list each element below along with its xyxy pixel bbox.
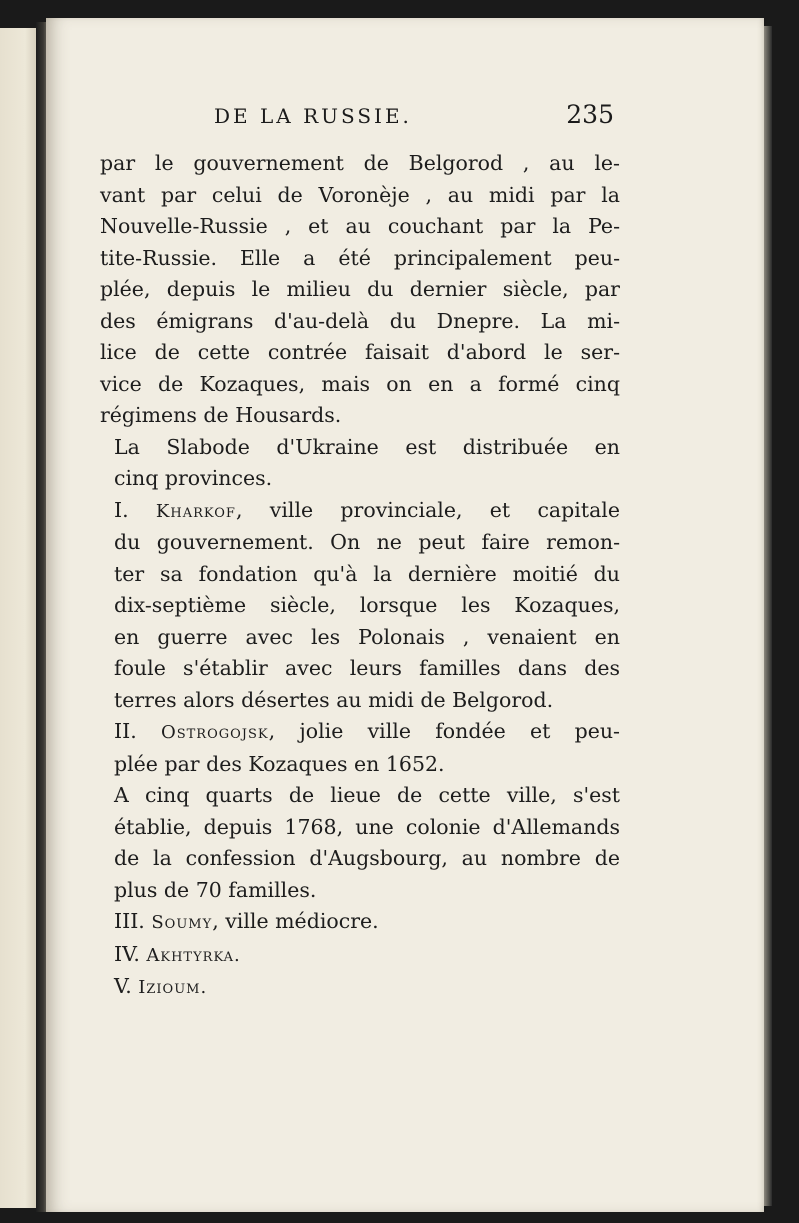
text-line: ter sa fondation qu'à la dernière moitié du	[114, 561, 620, 586]
item-numeral: I.	[114, 497, 129, 522]
paragraph-provinces	[100, 432, 620, 495]
item-numeral: III.	[114, 909, 145, 933]
item-numeral: IV.	[114, 941, 140, 966]
paragraph-population	[100, 148, 620, 432]
text-line: foule s'établir avec leurs familles dans des	[114, 656, 620, 680]
text-line: de la confession d'Augsbourg, au nombre de	[114, 846, 620, 870]
province-name: Soumy	[151, 912, 213, 933]
text-line: La Slabode d'Ukraine est distribuée en	[114, 434, 620, 459]
body-text	[100, 148, 620, 1004]
text-line	[100, 716, 620, 749]
text-line	[100, 495, 620, 528]
item-text: , ville provinciale, et capitale	[235, 497, 620, 522]
text-line: des émigrans d'au-delà du Dnepre. La mi-	[100, 308, 620, 333]
text-line: A cinq quarts de lieue de cette ville, s'est	[114, 783, 620, 807]
item-text: , ville médiocre.	[212, 909, 379, 933]
text-line: établie, depuis 1768, une colonie d'Allemands	[114, 814, 620, 839]
facing-page-edge	[0, 28, 36, 1208]
paragraph-colony	[100, 780, 620, 906]
text-line: tite-Russie. Elle a été principalement peu-	[100, 245, 620, 270]
province-name: Izioum.	[138, 977, 208, 998]
province-item-ostrogojsk	[100, 716, 620, 780]
page-edge-shadow	[764, 26, 772, 1206]
text-line: plée, depuis le milieu du dernier siècle, par	[100, 277, 620, 301]
page-header	[86, 100, 614, 144]
text-line: cinq provinces.	[114, 466, 273, 490]
text-line: terres alors désertes au midi de Belgorod.	[114, 687, 554, 712]
province-name: Kharkof	[155, 500, 236, 522]
province-name: Akhtyrka.	[146, 944, 241, 966]
province-item-kharkof	[100, 495, 620, 717]
text-line: vant par celui de Voronèje , au midi par la	[100, 182, 620, 207]
province-item-akhtyrka	[100, 939, 620, 972]
text-line: régimens de Housards.	[100, 403, 342, 427]
text-line: vice de Kozaques, mais on en a formé cinq	[100, 371, 620, 396]
province-item-soumy	[100, 906, 620, 939]
text-line: plée par des Kozaques en 1652.	[114, 751, 445, 776]
text-line: lice de cette contrée faisait d'abord le ser-	[100, 340, 620, 364]
text-line: du gouvernement. On ne peut faire remon-	[114, 530, 620, 554]
text-line	[100, 939, 620, 972]
item-text: , jolie ville fondée et peu-	[268, 719, 620, 743]
text-line	[100, 971, 620, 1004]
running-head: DE LA RUSSIE.	[214, 104, 412, 128]
text-line: en guerre avec les Polonais , venaient en	[114, 624, 620, 649]
province-item-izioum	[100, 971, 620, 1004]
province-name: Ostrogojsk	[160, 722, 269, 743]
text-line: par le gouvernement de Belgorod , au le-	[100, 151, 620, 175]
item-numeral: II.	[114, 719, 137, 743]
item-numeral: V.	[114, 974, 132, 998]
text-line: plus de 70 familles.	[114, 877, 317, 902]
text-line: dix-septième siècle, lorsque les Kozaques,	[114, 593, 620, 617]
text-line	[100, 906, 620, 939]
page-number: 235	[566, 100, 614, 129]
text-line: Nouvelle-Russie , et au couchant par la Pe-	[100, 214, 620, 238]
